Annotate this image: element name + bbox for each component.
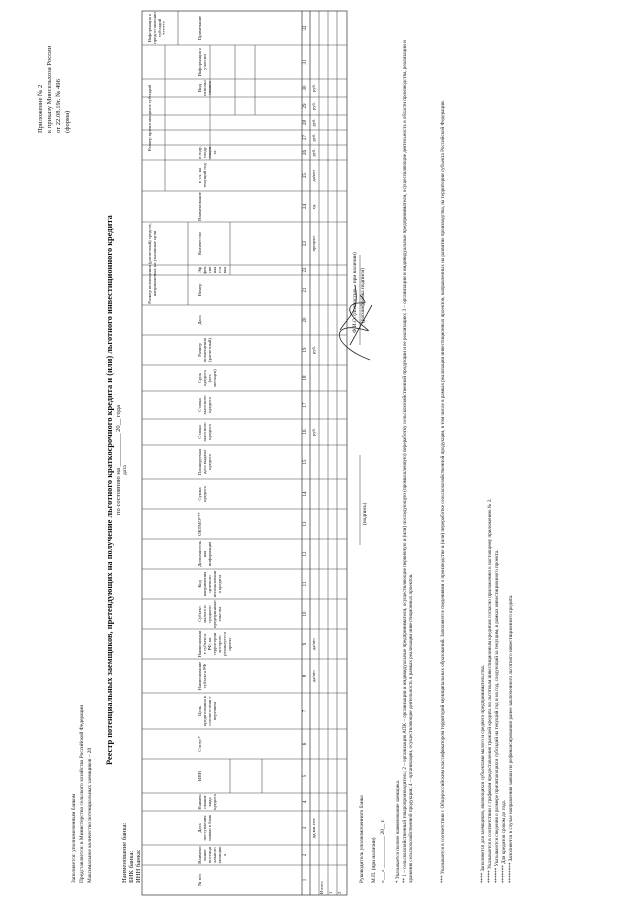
header-cell-32: Примечание [197,15,202,41]
group-header-reimbursement: Размер возмещения (расчетный) средств, направляемых на указанные цели [147,223,157,304]
column-number: 13 [303,521,308,527]
group-header-info: Информация о предоставлении субсидий ****** [147,12,167,44]
header-cell-23: Количество [197,232,202,255]
footnote-4: **** Заполняется для заемщиков, являющихся субъектами малого и среднего предпринимательства. [480,664,486,883]
header-cell-8: Наименование субъекта РФ [197,661,207,691]
date-caption: дата [122,465,128,475]
footnote-7: ******* Для кредитов сроком до года. [501,799,507,883]
document-title: Реестр потенциальных заемщиков, претендующих на получение льготного краткосрочного кредита и (или) льготного инвестиционного кредита [105,215,114,765]
signature-head-label: Руководитель уполномоченного банка [359,795,365,883]
row-value-col23: ед. [311,203,316,210]
row-value-col24: да/нет [311,169,316,182]
column-number: 26 [303,150,308,155]
filled-by-line: Заполняется: уполномоченным банком [71,793,77,883]
footnote-6: ****** Указываются сведения о размере причитающихся субсидий на текущий год и на год, следующий за текущим, в рамках инвестиционного проекта. [494,549,500,883]
max-borrowers-line: Максимальное количество потенциальных заемщиков – 20 [87,747,93,883]
row-value-col3: дд.мм.гггг [311,817,316,839]
header-cell-21: Номер [197,283,202,297]
header-cell-9: Наименование субъекта РФ, на территории которого реализуется проект [197,630,232,658]
column-number: 16 [303,429,308,435]
header-cell-30: Вид использования [197,80,212,96]
column-number: 19 [303,347,308,353]
header-cell-13: ОКТМО*** [197,512,202,536]
appendix-line-form: (форма) [64,110,71,133]
date-line: «___» ____________ 20__ г. [380,819,386,883]
column-number: 11 [303,581,308,587]
header-cell-12: Дополнительная информация [197,541,212,567]
column-number: 32 [303,25,308,31]
bank-inn-label: ИНН банка: [135,849,142,883]
header-cell-1: № п/п [197,874,202,886]
row-value-col8: да/нет [311,637,316,651]
column-number: 25 [303,173,308,178]
row-value-col7: да/нет [311,669,316,683]
column-number: 21 [303,287,308,293]
column-number: 23 [303,241,308,246]
header-cell-6: Статус* [197,736,202,752]
appendix-line-order: к приказу Минсельхоза России [46,45,53,133]
row-label-2: 2 [337,891,342,894]
column-number: 12 [303,551,308,557]
row-value-col25: руб. [311,148,316,157]
footnote-1: * Указывается полное наименование заемщика. [395,779,401,883]
footnote-2: ** 1 – сельскохозяйственный товаропроизводитель; 2 – организация АПК – организации и индивидуальные предприниматели, осуществляющие первичную и (или) последующую (промышленную) переработку сельскохозяйственной продукции и ее реализацию; 3 – организации и индивидуальные предприниматели, осуществляющие деятельность в области производства, реализации и хранения сельскохозяйственной продукции; 4 – организации, осуществляющие деятельность в рамках реализации инвестиционных проектов. [402,40,414,883]
row-value-col18: руб. [311,346,316,354]
header-cell-20: Дата [197,315,202,325]
column-number: 30 [303,85,308,91]
column-number: 24 [303,204,308,209]
column-number: 14 [303,491,308,497]
column-number: 5 [303,774,308,778]
header-cell-19: Размер возмещения (расчетный) [197,338,212,362]
as-of-line: по состоянию на __________ 20__ года [115,405,122,515]
column-number: 3 [303,826,308,830]
submitted-to-line: Представляется: в Министерство сельского хозяйства Российской Федерации [79,704,85,883]
column-number: 10 [303,611,308,617]
header-cell-5: ИНН [197,771,202,781]
header-cell-2: Наименование потенциального заемщика [197,846,227,864]
row-value-col26: руб. [311,133,316,142]
header-cell-14: Сумма кредита [197,486,207,502]
row-label-total: Итого: [319,881,324,894]
row-value-col14: руб. [311,428,316,436]
column-number: 20 [303,317,308,323]
bank-name-label: Наименование банка: [121,822,128,883]
header-cell-7: Цель кредитования в соответствии с перечнем [197,695,217,727]
bank-bik-label: БИК банка: [128,850,135,883]
header-cell-24: Наименование [197,192,202,221]
row-value-col22: процент [311,235,316,252]
footnote-3: *** Указывается в соответствии с Общероссийским классификатором территорий муниципальных образований. Заполняется сведениями о производстве и (или) переработке сельскохозяйственной продукции, в том числе в рамках реализации инвестиционных проектов, направленных на развитие производства, на территории субъекта Российской Федерации. [440,100,446,883]
header-cell-15: Планируемая дата выдачи кредита [197,448,212,476]
column-number: 28 [303,120,308,125]
column-number: 2 [303,853,308,857]
column-number: 18 [303,375,308,381]
column-number: 29 [303,103,308,109]
column-number: 8 [303,674,308,678]
row-value-col29: руб. [311,84,316,92]
header-cell-22: Эффективная ставка [197,266,227,274]
column-number: 27 [303,135,308,140]
header-cell-10: Субъект малого и среднего предпринимательства [197,599,222,628]
header-cell-31: Информация о участии [197,47,207,77]
fio-caption: Ф.И.О. (полностью – при наличии) [352,252,358,333]
appendix-line-date: от 22.08.19г. № 496 [55,79,62,133]
column-number: 22 [303,267,308,273]
footnote-8: ******** Заполняется в случае направления заявки по рефинансированию ранее заключенного льготного инвестиционного кредита. [508,594,514,883]
column-number: 6 [303,742,308,746]
row-value-col28: руб. [311,102,316,110]
column-number: 1 [303,878,308,882]
stamp-label: М.П. (при наличии) [371,837,377,883]
row-value-col27: руб. [311,118,316,127]
header-cell-18: Срок кредита (лет, месяцев) [197,369,217,387]
header-cell-3: Дата поступления заявки в банк [197,814,212,842]
row-label-1: 1 [328,891,333,894]
column-number: 9 [303,642,308,646]
footnote-5: ***** Указывается в соответствии с графиком предоставления траншей кредита по льготным инвестиционным кредитам согласно приложению к настоящему приложению № 2. [487,498,493,883]
appendix-title: Приложение № 2 [37,84,44,133]
header-cell-25: в т.ч. на текущий год [197,163,207,188]
column-number: 31 [303,59,308,65]
fio-decode-caption: (расшифровка подписи) [360,267,366,323]
group-header-subsidies: Размер причитающихся субсидий [147,85,152,152]
header-cell-17: Ставка льготного кредита [197,395,212,415]
column-number: 17 [303,402,308,408]
header-cell-4: Наименование вида кредита [197,794,217,810]
column-number: 15 [303,459,308,465]
signature-caption: (подпись) [362,502,368,525]
column-number: 7 [303,709,308,713]
header-cell-16: Ставка льготного кредита [197,422,212,442]
header-cell-11: Код направления целевого использования кредита [197,570,222,598]
header-cell-26: в году, следующем за [197,146,217,159]
column-number: 4 [303,800,308,804]
